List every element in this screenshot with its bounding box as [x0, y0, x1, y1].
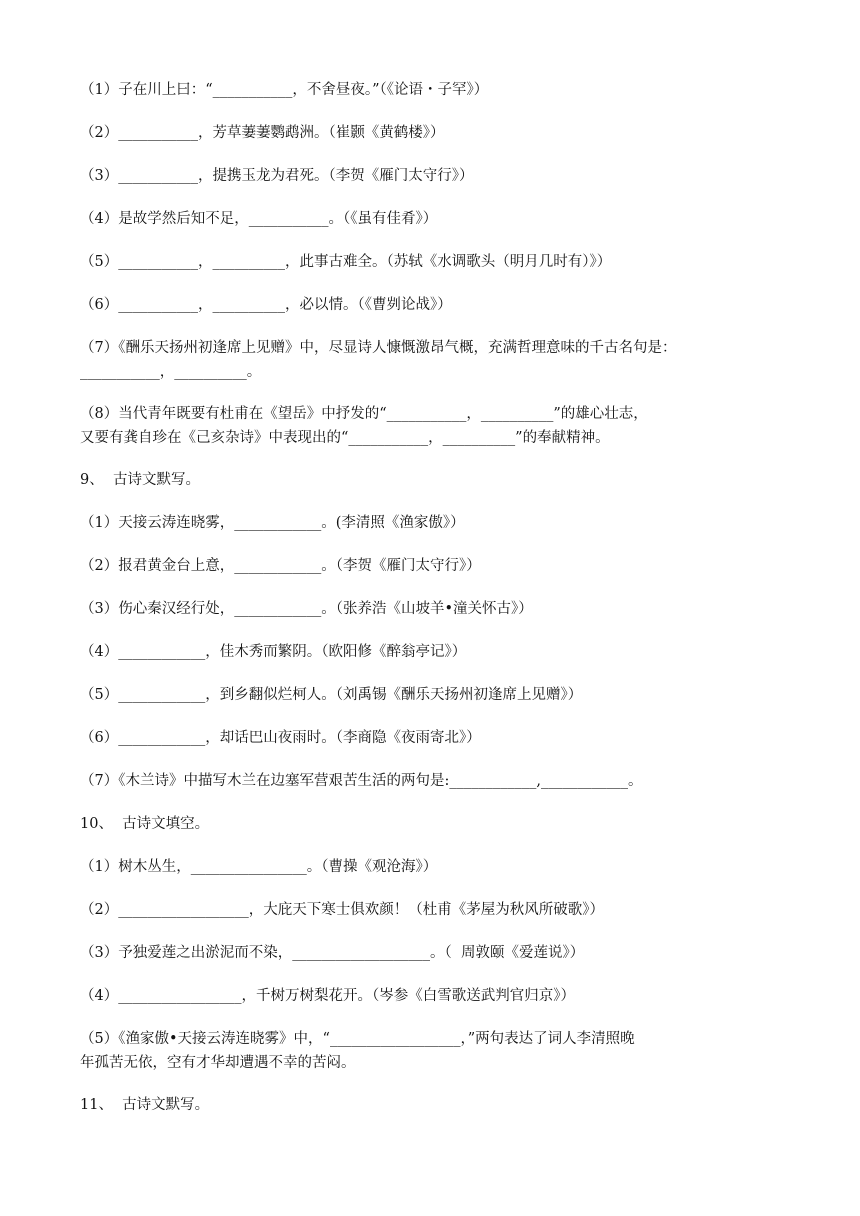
- q9-item-4: （4）____________，佳木秀而繁阴。（欧阳修《醉翁亭记》）: [80, 644, 467, 660]
- question-11-heading: 11、 古诗文默写。: [80, 1097, 210, 1113]
- block1-item-4: （4）是故学然后知不足，___________。（《虽有佳肴》）: [80, 211, 438, 227]
- question-10-heading: 10、 古诗文填空。: [80, 816, 210, 832]
- q10-item-4: （4）_________________，千树万树梨花开。（岑参《白雪歌送武判官归京》）: [80, 988, 575, 1004]
- q10-item-1: （1）树木丛生，________________。（曹操《观沧海》）: [80, 859, 438, 875]
- question-9-heading: 9、 古诗文默写。: [80, 472, 200, 488]
- q9-item-3: （3）伤心秦汉经行处，____________。（张养浩《山坡羊•潼关怀古》）: [80, 601, 533, 617]
- block1-item-3: （3）___________，提携玉龙为君死。（李贺《雁门太守行》）: [80, 168, 474, 184]
- block1-item-8: （8）当代青年既要有杜甫在《望岳》中抒发的“___________，__________”的雄心壮志， 又要有龚自珍在《己亥杂诗》中表现出的“___________，__________”的奉献精神。: [80, 406, 648, 446]
- q9-item-7: （7）《木兰诗》中描写木兰在边塞军营艰苦生活的两句是:____________,____________。: [80, 773, 643, 789]
- q9-item-6: （6）____________，却话巴山夜雨时。（李商隐《夜雨寄北》）: [80, 730, 481, 746]
- q9-item-5: （5）____________，到乡翻似烂柯人。（刘禹锡《酬乐天扬州初逢席上见赠》）: [80, 687, 583, 703]
- q9-item-2: （2）报君黄金台上意，____________。（李贺《雁门太守行》）: [80, 558, 481, 574]
- block1-item-7: （7）《酬乐天扬州初逢席上见赠》中，尽显诗人慷慨激昂气概，充满哲理意味的千古名句是： ___________，__________。: [80, 340, 677, 380]
- block1-item-6: （6）___________，__________，必以情。（《曹刿论战》）: [80, 297, 452, 313]
- q9-item-1: （1）天接云涛连晓雾，____________。(李清照《渔家傲》）: [80, 515, 465, 531]
- q10-item-3: （3）予独爱莲之出淤泥而不染，___________________。（ 周敦颐《爱莲说》）: [80, 945, 585, 961]
- q10-item-5: （5）《渔家傲•天接云涛连晓雾》中，“__________________，”两句表达了词人李清照晚 年孤苦无依，空有才华却遭遇不幸的苦闷。: [80, 1031, 635, 1071]
- q10-item-2: （2）__________________，大庇天下寒士俱欢颜！（杜甫《茅屋为秋风所破歌》）: [80, 902, 604, 918]
- block1-item-5: （5）___________，__________，此事古难全。（苏轼《水调歌头（明月几时有）》）: [80, 254, 612, 270]
- block1-item-1: （1）子在川上曰：“___________，不舍昼夜。”（《论语・子罕》）: [80, 82, 489, 98]
- block1-item-2: （2）___________，芳草萋萋鹦鹉洲。（崔颢《黄鹤楼》）: [80, 125, 445, 141]
